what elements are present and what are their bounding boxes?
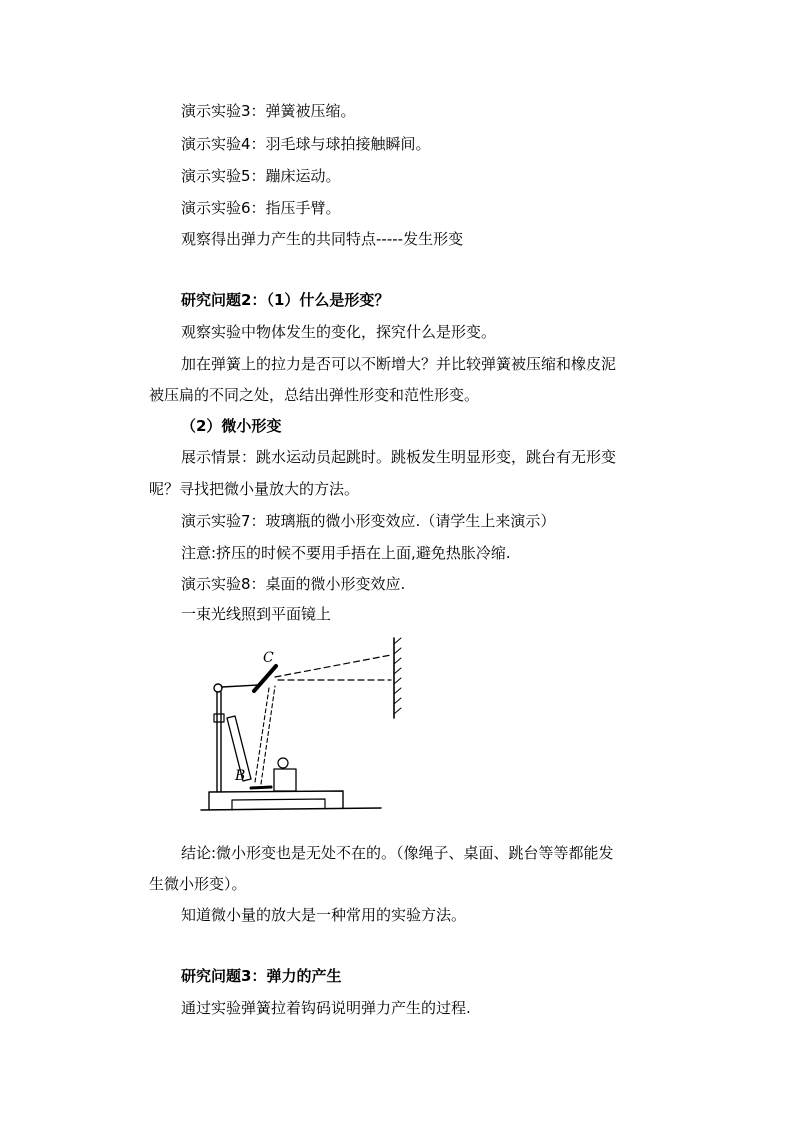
horizontal-arm xyxy=(222,685,258,687)
reflected-ray-1 xyxy=(275,655,391,677)
light-ray-up xyxy=(255,688,269,782)
heading-question-2: 研究问题2：（1）什么是形变？ xyxy=(181,291,390,309)
text-line-conclusion-2: 生微小形变）。 xyxy=(149,875,247,893)
text-line-spring-force-2: 被压扁的不同之处，总结出弹性形变和范性形变。 xyxy=(149,386,480,404)
text-line-observe: 观察实验中物体发生的变化，探究什么是形变。 xyxy=(181,323,497,341)
heading-question-3: 研究问题3：弹力的产生 xyxy=(181,967,342,985)
text-line-note: 注意:挤压的时候不要用手捂在上面,避免热胀冷缩. xyxy=(181,544,511,562)
text-line-scenario-1: 展示情景：跳水运动员起跳时。跳板发生明显形变，跳台有无形变 xyxy=(181,448,617,466)
ground-line xyxy=(201,808,381,810)
label-c: C xyxy=(263,650,274,666)
text-line-conclusion-1: 结论:微小形变也是无处不在的。（像绳子、桌面、跳台等等都能发 xyxy=(181,844,614,862)
mirror-c xyxy=(254,666,276,691)
text-line-light-beam: 一束光线照到平面镜上 xyxy=(181,605,332,623)
weight-knob xyxy=(278,758,288,768)
text-line-experiment-8: 演示实验8：桌面的微小形变效应. xyxy=(181,575,406,593)
text-line-experiment-5: 演示实验5：蹦床运动。 xyxy=(181,167,341,185)
text-line-scenario-2: 呢？寻找把微小量放大的方法。 xyxy=(149,480,360,498)
text-line-spring-force-1: 加在弹簧上的拉力是否可以不断增大？并比较弹簧被压缩和橡皮泥 xyxy=(181,355,617,373)
text-line-magnification-method: 知道微小量的放大是一种常用的实验方法。 xyxy=(181,906,467,924)
heading-micro-deformation: （2）微小形变 xyxy=(181,417,282,435)
text-line-experiment-7: 演示实验7：玻璃瓶的微小形变效应.（请学生上来演示） xyxy=(181,512,556,530)
text-line-elastic-process: 通过实验弹簧拉着钩码说明弹力产生的过程. xyxy=(181,999,471,1017)
mirror-experiment-figure xyxy=(183,628,413,816)
text-line-experiment-6: 演示实验6：指压手臂。 xyxy=(181,199,341,217)
weight-block xyxy=(274,769,296,791)
base-platform xyxy=(209,791,343,810)
text-line-common-feature: 观察得出弹力产生的共同特点-----发生形变 xyxy=(181,230,464,248)
mirror-b xyxy=(251,787,271,788)
label-b: B xyxy=(235,768,246,784)
text-line-experiment-4: 演示实验4：羽毛球与球拍接触瞬间。 xyxy=(181,135,431,153)
rod-knob xyxy=(214,684,222,692)
text-line-experiment-3: 演示实验3：弹簧被压缩。 xyxy=(181,102,356,120)
rod-clamp xyxy=(214,714,224,722)
